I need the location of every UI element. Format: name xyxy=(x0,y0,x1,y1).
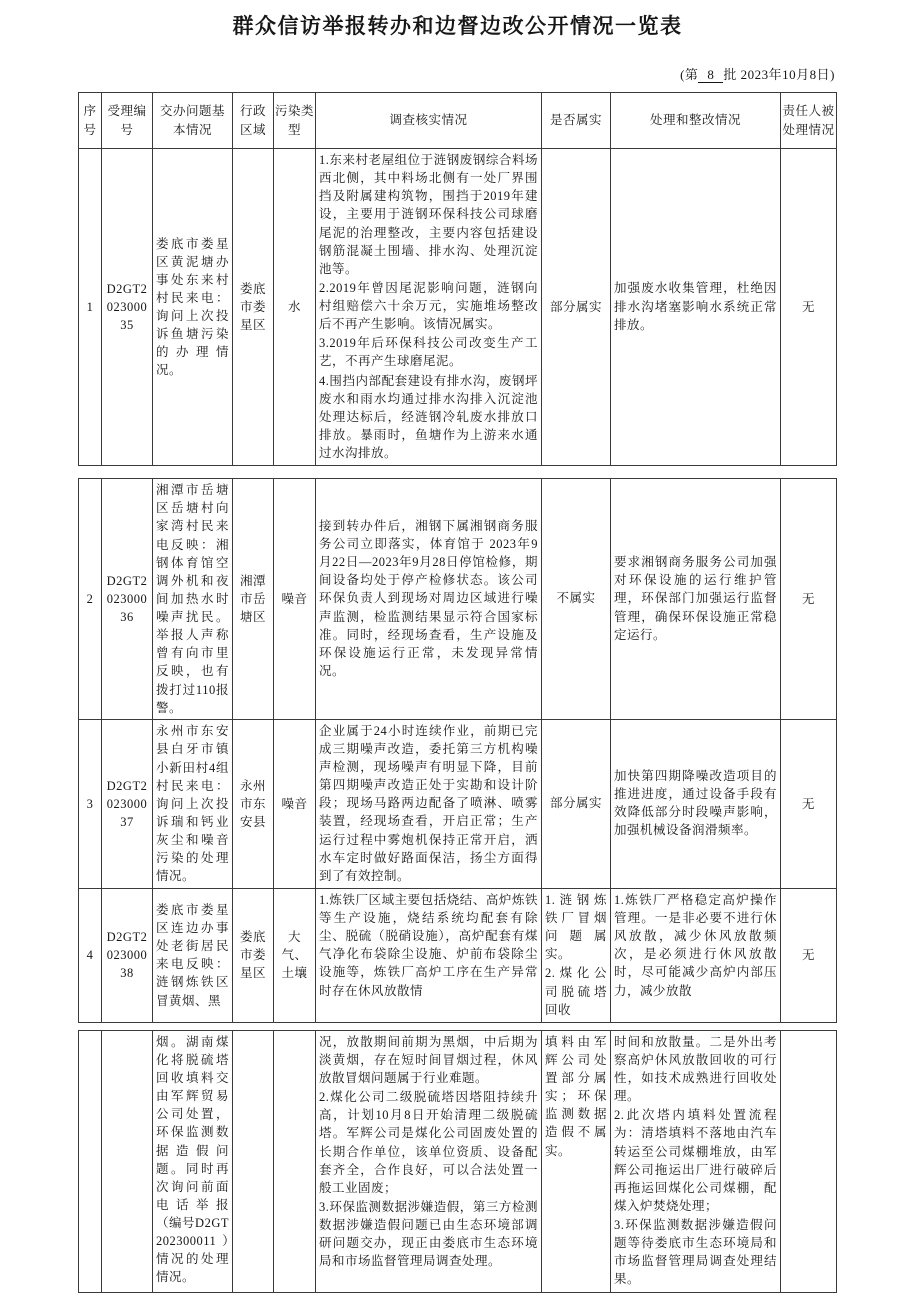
paragraph: 2.煤化公司二级脱硫塔因塔阻持续升高，计划10月8日开始清理二级脱硫塔。军辉公司是煤化公司固废处置的长期合作单位，该单位资质、设备配套齐全，合作良好，可以合法处置一般工业固废； xyxy=(319,1090,538,1195)
page-title: 群众信访举报转办和边督边改公开情况一览表 xyxy=(232,14,683,38)
cell-problem: 湘潭市岳塘区岳塘村向家湾村民来电反映：湘钢体育馆空调外机和夜间加热水时噪声扰民。举报人声称曾有向市里反映，也有拨打过110报警。 xyxy=(153,479,233,720)
cell-accept-id: D2GT202300036 xyxy=(102,479,153,720)
cell-problem: 娄底市娄星区连边办事处老街居民来电反映：涟钢炼铁区冒黄烟、黑 xyxy=(153,888,233,1022)
cell-investigation xyxy=(316,888,542,1022)
header-pollution-type: 污染类型 xyxy=(274,93,316,149)
cell-action xyxy=(611,479,781,720)
cell-action xyxy=(611,1030,781,1292)
header-responsible: 责任人被处理情况 xyxy=(781,93,837,149)
cell-investigation xyxy=(316,149,542,466)
header-region: 行政区域 xyxy=(233,93,274,149)
cell-serial: 4 xyxy=(79,888,102,1022)
batch-prefix: (第 xyxy=(680,67,699,82)
cell-accept-id: D2GT202300037 xyxy=(102,719,153,888)
cell-pollution-type: 噪音 xyxy=(274,479,316,720)
table-row xyxy=(79,149,837,466)
paragraph: 填料由军辉公司处置部分属实；环保监测数据造假不属实。 xyxy=(545,1034,607,1158)
cell-verified xyxy=(542,719,611,888)
paragraph: 加快第四期降噪改造项目的推进进度，通过设备手段有效降低部分时段噪声影响，加强机械设备润滑频率。 xyxy=(614,769,777,838)
paragraph: 2.此次塔内填料处置流程为：清塔填料不落地由汽车转运至公司煤棚堆放，由军辉公司拖运出厂进行破碎后再拖运回煤化公司煤棚，配煤入炉焚烧处理； xyxy=(614,1108,777,1213)
paragraph: 2.2019年曾因尾泥影响问题，涟钢向村组赔偿六十余万元，实施堆场整改后不再产生影响。该情况属实。 xyxy=(319,280,538,332)
paragraph: 时间和放散量。二是外出考察高炉休风放散回收的可行性，如技术成熟进行回收处理。 xyxy=(614,1034,777,1104)
cell-verified xyxy=(542,888,611,1022)
cell-pollution-type: 噪音 xyxy=(274,719,316,888)
cell-accept-id: D2GT202300038 xyxy=(102,888,153,1022)
cell-accept-id xyxy=(102,1030,153,1292)
batch-suffix: 批 2023年10月8日) xyxy=(723,67,835,82)
cell-responsible: 无 xyxy=(781,479,837,720)
paragraph: 3.环保监测数据涉嫌造假，第三方检测数据涉嫌造假问题已由生态环境部调研问题交办，现正由娄底市生态环境局和市场监督管理局调查处理。 xyxy=(319,1199,538,1269)
paragraph: 3.2019年后环保科技公司改变生产工艺，不再产生球磨尾泥。 xyxy=(319,336,538,369)
header-serial: 序号 xyxy=(79,93,102,149)
cell-responsible: 无 xyxy=(781,149,837,466)
cell-investigation xyxy=(316,719,542,888)
cell-action xyxy=(611,149,781,466)
paragraph: 要求湘钢商务服务公司加强对环保设施的运行维护管理，环保部门加强运行监督管理，确保环保设施正常稳定运行。 xyxy=(614,555,777,642)
cell-serial: 3 xyxy=(79,719,102,888)
report-table-block-1 xyxy=(78,92,837,466)
cell-serial xyxy=(79,1030,102,1292)
paragraph: 接到转办件后，湘钢下属湘钢商务服务公司立即落实，体育馆于 2023年9月22日—2023年9月28日停馆检修，期间设备均处于停产检修状态。该公司环保负责人到现场对周边区域进行噪声监测，检监测结果显示符合国家标准。同时，经现场查看，生产设施及环保设施运行正常，未发现异常情况。 xyxy=(319,518,538,678)
cell-region xyxy=(233,1030,274,1292)
table-row xyxy=(79,479,837,720)
cell-region: 娄底市娄星区 xyxy=(233,888,274,1022)
batch-number: 8 xyxy=(698,67,723,83)
header-problem: 交办问题基本情况 xyxy=(153,93,233,149)
batch-line xyxy=(78,64,835,83)
cell-serial: 1 xyxy=(79,149,102,466)
cell-region: 娄底市娄星区 xyxy=(233,149,274,466)
cell-responsible: 无 xyxy=(781,719,837,888)
cell-investigation xyxy=(316,479,542,720)
paragraph: 1.东来村老屋组位于涟钢废钢综合料场西北侧，其中料场北侧有一处厂界围挡及附属建构筑物，围挡于2019年建设，主要用于涟钢环保科技公司球磨尾泥的治理整改，主要内容包括建设钢筋混凝土围墙、排水沟、处理沉淀池等。 xyxy=(319,153,538,276)
paragraph: 部分属实 xyxy=(549,796,602,811)
cell-region: 永州市东安县 xyxy=(233,719,274,888)
cell-verified xyxy=(542,149,611,466)
report-table-block-2 xyxy=(78,478,837,1023)
header-verified: 是否属实 xyxy=(542,93,611,149)
cell-region: 湘潭市岳塘区 xyxy=(233,479,274,720)
paragraph: 1.炼铁厂严格稳定高炉操作管理。一是非必要不进行休风放散，减少休风放散频次，是必须进行休风放散时，尽可能减少高炉内部压力，减少放散 xyxy=(614,892,777,998)
cell-action xyxy=(611,719,781,888)
cell-responsible xyxy=(781,1030,837,1292)
paragraph: 况，放散期间前期为黑烟，中后期为淡黄烟，存在短时间冒烟过程，休风放散冒烟问题属于行业难题。 xyxy=(319,1034,538,1085)
paragraph: 企业属于24小时连续作业，前期已完成三期噪声改造，委托第三方机构噪声检测，现场噪声有明显下降，目前第四期噪声改造正处于实勘和设计阶段；现场马路两边配备了喷淋、喷雾装置，经现场查看，开启正常；生产运行过程中雾炮机保持正常开启，洒水车定时做好路面保洁，扬尘方面得到了有效控制。 xyxy=(319,723,538,883)
cell-problem: 烟。湖南煤化将脱硫塔回收填料交由军辉贸易公司处置，环保监测数据造假问题。同时再次询问前面电话举报（编号D2GT202300011）情况的处理情况。 xyxy=(153,1030,233,1292)
header-row xyxy=(79,93,837,149)
table-row xyxy=(79,719,837,888)
paragraph: 不属实 xyxy=(556,591,596,606)
report-table-block-3 xyxy=(78,1030,837,1293)
cell-problem: 娄底市娄星区黄泥塘办事处东来村村民来电：询问上次投诉鱼塘污染的办理情况。 xyxy=(153,149,233,466)
table-row xyxy=(79,888,837,1022)
table-row xyxy=(79,1030,837,1292)
paragraph: 2.煤化公司脱硫塔回收 xyxy=(545,966,607,1017)
header-accept-id: 受理编号 xyxy=(102,93,153,149)
cell-responsible: 无 xyxy=(781,888,837,1022)
cell-verified xyxy=(542,479,611,720)
cell-action xyxy=(611,888,781,1022)
paragraph: 3.环保监测数据涉嫌造假问题等待娄底市生态环境局和市场监督管理局调查处理结果。 xyxy=(614,1218,777,1287)
cell-pollution-type: 大气、土壤 xyxy=(274,888,316,1022)
paragraph: 部分属实 xyxy=(549,299,602,314)
cell-accept-id: D2GT202300035 xyxy=(102,149,153,466)
cell-verified xyxy=(542,1030,611,1292)
cell-pollution-type: 水 xyxy=(274,149,316,466)
header-investigation: 调查核实情况 xyxy=(316,93,542,149)
paragraph: 加强废水收集管理，杜绝因排水沟堵塞影响水系统正常排放。 xyxy=(614,281,777,332)
cell-pollution-type xyxy=(274,1030,316,1292)
paragraph: 1.涟钢炼铁厂冒烟问题属实。 xyxy=(545,892,607,962)
paragraph: 1.炼铁厂区域主要包括烧结、高炉炼铁等生产设施，烧结系统均配套有除尘、脱硫（脱硝设施），高炉配套有煤气净化布袋除尘设施、炉前布袋除尘设施等，炼铁厂高炉工序在生产异常时存在休风放散情 xyxy=(319,892,538,998)
cell-serial: 2 xyxy=(79,479,102,720)
paragraph: 4.围挡内部配套建设有排水沟，废钢坪废水和雨水均通过排水沟排入沉淀池处理达标后，经涟钢冷轧废水排放口排放。暴雨时，鱼塘作为上游来水通过水沟排放。 xyxy=(319,373,538,460)
cell-investigation xyxy=(316,1030,542,1292)
header-action: 处理和整改情况 xyxy=(611,93,781,149)
cell-problem: 永州市东安县白牙市镇小新田村4组村民来电：询问上次投诉瑞和钙业灰尘和噪音污染的处理情况。 xyxy=(153,719,233,888)
